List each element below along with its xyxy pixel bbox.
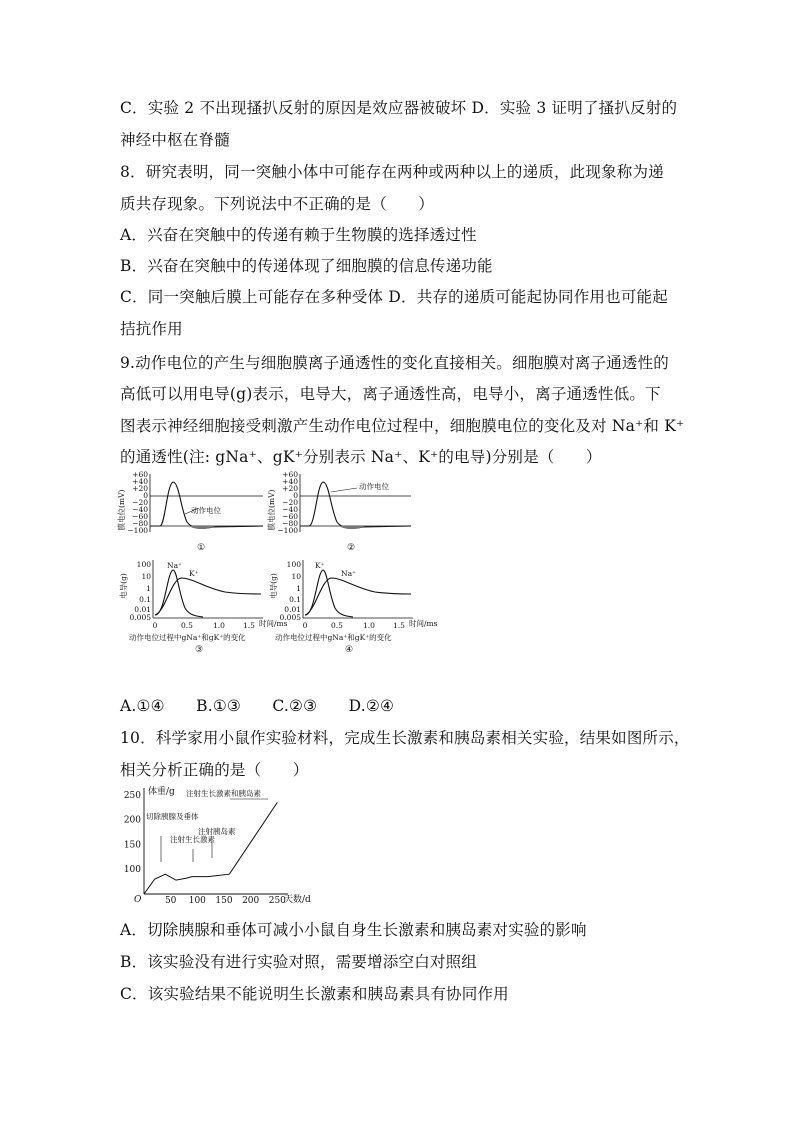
xlabel: 时间/ms	[259, 619, 288, 628]
conductance-chart-3-ylabel: 电导(g)	[119, 573, 128, 599]
origin-label: O	[134, 895, 142, 905]
x-ticks	[165, 896, 286, 906]
curve-label: 动作电位	[191, 506, 221, 515]
q7-option-c-line1: C．实验 2 不出现搔扒反射的原因是效应器被破坏 D．实验 3 证明了搔扒反射的	[120, 99, 678, 117]
ytick: +20	[282, 484, 298, 493]
q9-stem-line4: 的通透性(注: gNa⁺、gK⁺分别表示 Na⁺、K⁺的电导)分别是（ ）	[120, 448, 602, 466]
q7-option-c-line2: 神经中枢在脊髓	[120, 131, 230, 149]
ytick: −60	[132, 512, 148, 521]
conductance-chart-4	[268, 560, 438, 655]
ytick: +40	[282, 477, 298, 486]
ytick: 100	[286, 560, 301, 569]
ytick: 0.1	[139, 595, 151, 604]
ytick: 10	[291, 572, 301, 581]
annotation-inject-both: 注射生长激素和胰岛素	[186, 789, 261, 798]
ytick: 10	[141, 572, 151, 581]
q9-stem-line2: 高低可以用电导(g)表示，电导大，离子通透性高，电导小，离子通透性低。下	[120, 385, 661, 403]
y-tick-label: 200	[123, 815, 141, 826]
ytick: −40	[132, 505, 148, 514]
y-axis-label: 体重/g	[148, 787, 175, 797]
q9-figure	[115, 470, 438, 660]
xtick: 1.0	[213, 621, 225, 630]
ytick: 0.1	[289, 595, 301, 604]
chart-caption: 动作电位过程中gNa⁺和gK⁺的变化	[275, 633, 392, 642]
q8-option-a: A．兴奋在突触中的传递有赖于生物膜的选择透过性	[120, 226, 477, 244]
conductance-chart-4-yticks	[280, 560, 302, 622]
chart-caption: 动作电位过程中gNa⁺和gK⁺的变化	[129, 633, 246, 642]
ytick: −20	[282, 498, 298, 507]
series-label-2: Na⁺	[341, 569, 356, 578]
q9-stem-line1: 9.动作电位的产生与细胞膜离子通透性的变化直接相关。细胞膜对离子通透性的	[120, 354, 669, 372]
na-conductance-curve	[305, 578, 411, 615]
conductance-chart-3-xticks	[153, 621, 256, 630]
x-tick-label: 250	[268, 896, 286, 906]
conductance-chart-4-xticks	[303, 621, 406, 630]
chart-number-3: ③	[194, 645, 204, 655]
q10-weight-chart	[118, 782, 328, 912]
x-tick-label: 50	[164, 896, 177, 906]
ytick: +20	[132, 484, 148, 493]
ytick: 0	[293, 491, 298, 500]
chart-number-4: ④	[344, 645, 354, 655]
potential-chart-1-ylabel: 膜电位(mV)	[117, 489, 126, 531]
xlabel: 时间/ms	[409, 619, 438, 628]
xtick: 0.5	[331, 621, 343, 630]
action-potential-curve	[300, 482, 411, 528]
ytick: 0.005	[129, 613, 151, 622]
q10-option-b: B．该实验没有进行实验对照，需要增添空白对照组	[120, 953, 477, 971]
xtick: 1.0	[363, 621, 375, 630]
q9-stem-line3: 图表示神经细胞接受刺激产生动作电位过程中，细胞膜电位的变化及对 Na⁺和 K⁺	[120, 417, 685, 435]
q10-option-c: C．该实验结果不能说明生长激素和胰岛素具有协同作用	[120, 985, 509, 1003]
xtick: 0	[302, 621, 308, 630]
ytick: +60	[282, 470, 298, 479]
xtick: 0	[152, 621, 158, 630]
curve-label: 动作电位	[359, 482, 389, 491]
ytick: −80	[282, 519, 298, 528]
q10-stem-line1: 10．科学家用小鼠作实验材料，完成生长激素和胰岛素相关实验，结果如图所示，	[120, 729, 690, 747]
conductance-chart-3	[118, 560, 288, 655]
q10-option-a: A．切除胰腺和垂体可减小小鼠自身生长激素和胰岛素对实验的影响	[120, 921, 587, 939]
annotation-inject-insulin: 注射胰岛素	[198, 827, 236, 836]
ytick: −100	[127, 526, 148, 535]
ytick: +60	[132, 470, 148, 479]
ytick: 1	[146, 584, 151, 593]
conductance-chart-4-ylabel: 电导(g)	[269, 573, 278, 599]
y-tick-label: 150	[123, 840, 141, 851]
q8-option-cd-line1: C．同一突触后膜上可能存在多种受体 D．共存的递质可能起协同作用也可能起	[120, 288, 668, 306]
x-tick-label: 100	[188, 896, 206, 906]
q9-options: A.①④ B.①③ C.②③ D.②④	[120, 697, 395, 715]
x-axis-label: 天数/d	[284, 895, 311, 905]
y-tick-label: 100	[123, 865, 141, 876]
y-ticks	[124, 791, 141, 875]
q8-option-cd-line2: 拮抗作用	[120, 320, 183, 338]
x-tick-label: 200	[242, 896, 260, 906]
annotations	[146, 788, 268, 862]
series-label-2: K⁺	[189, 569, 199, 578]
potential-chart-2-yticks	[277, 470, 298, 535]
q8-stem-line2: 质共存现象。下列说法中不正确的是（ ）	[120, 195, 435, 213]
hyperpolarization-shading	[189, 526, 215, 529]
potential-chart-2-ylabel: 膜电位(mV)	[267, 489, 276, 531]
y-tick-label: 250	[123, 790, 141, 801]
ytick: 0.01	[284, 605, 301, 614]
ytick: −60	[282, 512, 298, 521]
q8-stem-line1: 8．研究表明，同一突触小体中可能存在两种或两种以上的递质，此现象称为递	[120, 163, 664, 181]
ytick: 0.01	[134, 605, 151, 614]
xtick: 1.5	[393, 621, 405, 630]
annotation-remove-glands: 切除胰腺及垂体	[146, 812, 199, 821]
k-conductance-curve	[155, 578, 261, 615]
q8-option-b: B．兴奋在突触中的传递体现了细胞膜的信息传递功能	[120, 257, 493, 275]
ytick: −100	[277, 526, 298, 535]
potential-chart-1-yticks	[127, 470, 148, 535]
x-tick-label: 150	[215, 896, 233, 906]
conductance-chart-3-yticks	[130, 560, 152, 622]
chart-number-2: ②	[346, 543, 356, 553]
q10-stem-line2: 相关分析正确的是（ ）	[120, 761, 309, 779]
ytick: −40	[282, 505, 298, 514]
ytick: 100	[136, 560, 151, 569]
potential-chart-1	[116, 470, 263, 553]
xtick: 0.5	[181, 621, 193, 630]
ytick: 1	[296, 584, 301, 593]
series-label-1: Na⁺	[167, 561, 182, 570]
annotation-inject-gh: 注射生长激素	[170, 835, 215, 844]
chart-number-1: ①	[196, 543, 206, 553]
ytick: −20	[132, 498, 148, 507]
series-label-1: K⁺	[315, 561, 325, 570]
ytick: −80	[132, 519, 148, 528]
ytick: 0.005	[279, 613, 301, 622]
ytick: +40	[132, 477, 148, 486]
xtick: 1.5	[243, 621, 255, 630]
ytick: 0	[143, 491, 148, 500]
hyperpolarization-shading	[339, 526, 365, 529]
potential-chart-2	[266, 470, 411, 553]
